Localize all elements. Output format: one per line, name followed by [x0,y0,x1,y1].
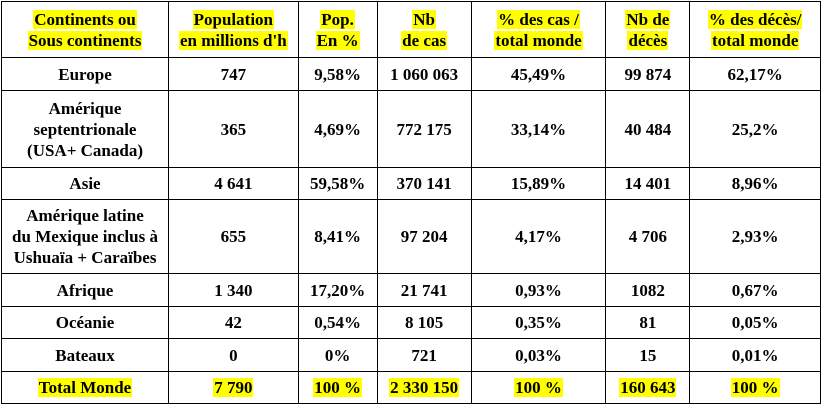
row-name: Océanie [2,307,169,339]
cell-deaths-percent: 0,01% [690,339,821,372]
header-cases-percent: % des cas / total monde [471,2,606,58]
cell-cases-percent: 4,17% [471,200,606,274]
cell-deaths: 99 874 [606,58,690,91]
header-population: Population en millions d'h [169,2,299,58]
cell-population: 0 [169,339,299,372]
row-name: Asie [2,168,169,200]
cell-population: 4 641 [169,168,299,200]
header-deaths-percent: % des décès/ total monde [690,2,821,58]
total-row [2,372,821,404]
header-pop-percent: Pop. En % [298,2,377,58]
cell-population: 747 [169,58,299,91]
total-deaths-percent: 100 % [690,372,821,404]
header-row [2,2,821,58]
cell-deaths: 1082 [606,274,690,307]
cell-deaths-percent: 0,67% [690,274,821,307]
cell-population: 1 340 [169,274,299,307]
table-row [2,91,821,168]
cell-deaths-percent: 62,17% [690,58,821,91]
cell-pop-percent: 0,54% [298,307,377,339]
table-row [2,58,821,91]
cell-cases: 721 [377,339,471,372]
cell-cases-percent: 45,49% [471,58,606,91]
cell-cases: 97 204 [377,200,471,274]
cell-cases-percent: 0,03% [471,339,606,372]
cell-cases: 1 060 063 [377,58,471,91]
row-name: Amérique septentrionale (USA+ Canada) [2,91,169,168]
row-name: Amérique latine du Mexique inclus à Ushuaïa + Caraïbes [2,200,169,274]
cell-cases: 21 741 [377,274,471,307]
cell-deaths-percent: 25,2% [690,91,821,168]
cell-population: 365 [169,91,299,168]
cell-population: 42 [169,307,299,339]
header-deaths: Nb de décès [606,2,690,58]
cell-deaths: 40 484 [606,91,690,168]
covid-stats-table [1,1,821,404]
cell-cases: 772 175 [377,91,471,168]
row-name: Bateaux [2,339,169,372]
cell-cases-percent: 0,93% [471,274,606,307]
total-deaths: 160 643 [606,372,690,404]
table-row [2,168,821,200]
cell-deaths: 14 401 [606,168,690,200]
cell-deaths-percent: 2,93% [690,200,821,274]
total-pop-percent: 100 % [298,372,377,404]
cell-pop-percent: 17,20% [298,274,377,307]
cell-deaths-percent: 0,05% [690,307,821,339]
cell-pop-percent: 9,58% [298,58,377,91]
cell-pop-percent: 0% [298,339,377,372]
row-name: Afrique [2,274,169,307]
total-population: 7 790 [169,372,299,404]
cell-population: 655 [169,200,299,274]
cell-deaths: 81 [606,307,690,339]
row-name: Europe [2,58,169,91]
cell-cases-percent: 15,89% [471,168,606,200]
cell-deaths-percent: 8,96% [690,168,821,200]
table-row [2,307,821,339]
cell-cases-percent: 0,35% [471,307,606,339]
cell-pop-percent: 4,69% [298,91,377,168]
cell-cases-percent: 33,14% [471,91,606,168]
header-continents: Continents ou Sous continents [2,2,169,58]
table-row [2,339,821,372]
cell-cases: 370 141 [377,168,471,200]
total-label: Total Monde [2,372,169,404]
table-row [2,274,821,307]
header-cases: Nb de cas [377,2,471,58]
cell-pop-percent: 59,58% [298,168,377,200]
total-cases: 2 330 150 [377,372,471,404]
total-cases-percent: 100 % [471,372,606,404]
cell-deaths: 15 [606,339,690,372]
cell-deaths: 4 706 [606,200,690,274]
cell-pop-percent: 8,41% [298,200,377,274]
table-row [2,200,821,274]
cell-cases: 8 105 [377,307,471,339]
